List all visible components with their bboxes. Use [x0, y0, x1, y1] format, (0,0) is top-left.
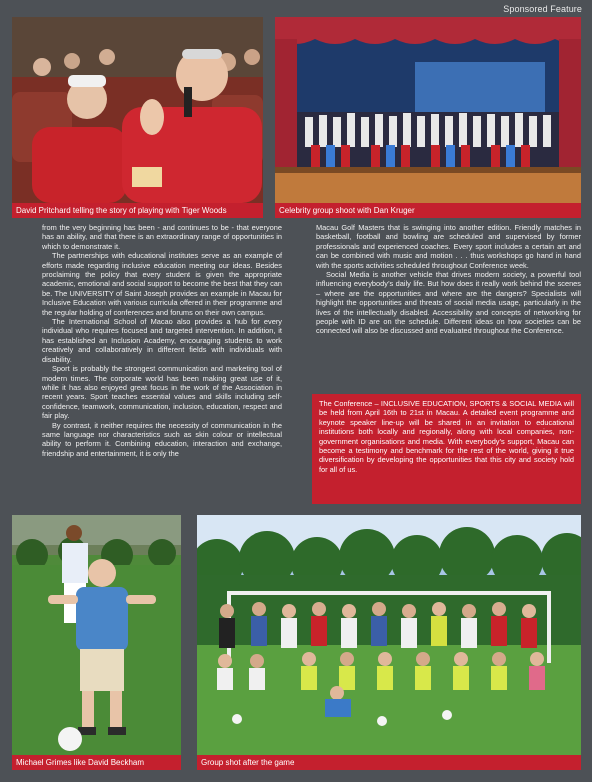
photo-caption-football-player: Michael Grimes like David Beckham: [12, 755, 181, 770]
photo-caption-team-group: Group shot after the game: [197, 755, 581, 770]
photo-team-group: [197, 515, 581, 755]
photo-caption-stage-group: Celebrity group shoot with Dan Kruger: [275, 203, 581, 218]
section-label: Sponsored Feature: [503, 4, 582, 14]
article-right-column: [316, 223, 581, 336]
photo-speaker: [12, 17, 263, 203]
photo-football-player: [12, 515, 181, 755]
article-paragraph: The International School of Macao also provides a hub for every individual who requires focused and targeted intervention. In addition, it has established an Inclusion Academy, encouraging students to work creatively and collaboratively in different fields with individuals with disability.: [42, 317, 282, 364]
article-left-column: [42, 223, 282, 458]
article-paragraph: Macau Golf Masters that is swinging into another edition. Friendly matches in basketball, football and bowling are scheduled and supervised by former professionals and experienced coaches. Every sport includes a certain art and can be combined with music and motion . . . thus workshops go hand in hand with the sports activities scheduled throughout Conference week.: [316, 223, 581, 270]
photo-caption-speaker: David Pritchard telling the story of playing with Tiger Woods: [12, 203, 263, 218]
photo-stage-group: [275, 17, 581, 203]
article-paragraph: from the very beginning has been - and continues to be - that everyone has an ability, and that there is an extraordinary range of opportunities in which to demonstrate it.: [42, 223, 282, 251]
article-paragraph: By contrast, it neither requires the necessity of communication in the same language nor characteristics such as skin colour or intellectual ability to perform it. Combining education, interaction and exchange, friendship and entertainment, it is only the: [42, 420, 282, 458]
article-paragraph: The partnerships with educational institutes serve as an example of efforts made regarding inclusive education meeting our ideas. Besides proclaiming the policy that every student is given the appropriate academic, emotional and social support to become the best that they can be. The UNIVERSITY of Saint Joseph provides an example in Macau for Inclusive Education with various curricula offered in their programme and the regular holding of conferences and forums on their own campus.: [42, 251, 282, 317]
conference-callout: The Conference – INCLUSIVE EDUCATION, SPORTS & SOCIAL MEDIA will be held from April 16th to 21st in Macau. A detailed event programme and keynote speaker line-up will be shared in an invitation to educational institutions both locally and regionally, along with local companies, non-government organisations and media. With everybody’s support, Macau can become a testimony and benchmark for the rest of the world, giving it true diversification by developing the opportunities that this city and society hold for all of us.: [312, 394, 581, 504]
article-paragraph: Social Media is another vehicle that drives modern society, a powerful tool influencing everybody’s daily life. But how does it really work behind the scenes – where are the opportunities and where are the dangers? Specialists will highlight the opportunities and threats of social media usage, particularly in the lives of the intellectually disabled. Accessibility and concepts of networking for people with ID are on the schedule. Different ideas on how societies can be connected will also be discussed and evaluated throughout the Conference.: [316, 270, 581, 336]
article-paragraph: Sport is probably the strongest communication and marketing tool of modern times. The corporate world has been making great use of it, while it has also enjoyed great focus in the work of the Association in recent years. Sport teaches essential values and skills including self-confidence, teamwork, communication, inclusion, education, respect and fair play.: [42, 364, 282, 421]
